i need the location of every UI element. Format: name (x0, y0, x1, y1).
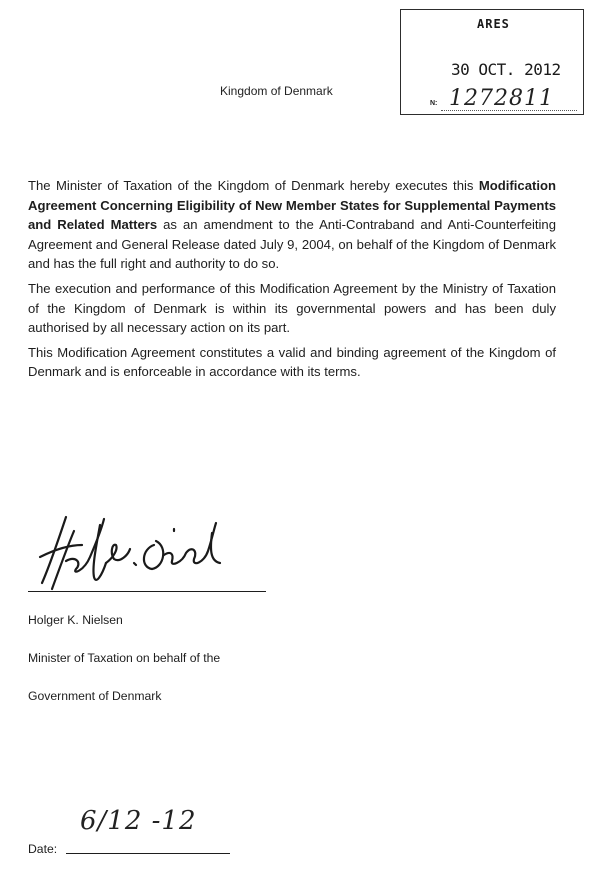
paragraph-authority: The execution and performance of this Modification Agreement by the Ministry of Taxation of the Kingdom of Denmark is within its governmental powers and has been duly authorised by all necessary action on its part. (28, 280, 556, 336)
signer-spacer-2 (28, 668, 220, 686)
stamp-date: 30 OCT. 2012 (451, 60, 561, 79)
signer-title-line2: Government of Denmark (28, 689, 162, 703)
stamp-title: ARES (477, 17, 510, 31)
document-heading: Kingdom of Denmark (220, 84, 333, 98)
date-line (66, 853, 230, 854)
signer-spacer (28, 630, 220, 648)
agreement-title: Modification Agreement Concerning Eligibility of New Member States for Supplemental Payments and Related Matters (28, 178, 556, 233)
document-body (28, 176, 556, 387)
signature-line (28, 591, 266, 592)
paragraph-execution-rest: as an amendment to the Anti-Contraband and Anti-Counterfeiting Agreement and General Release dated July 9, 2004, on behalf of the Kingdom of Denmark and has the full right and authority to do so. (28, 217, 556, 272)
handwritten-signature (36, 505, 226, 593)
stamp-number: 1272811 (449, 86, 554, 111)
ares-registration-stamp (400, 9, 584, 115)
paragraph-execution (28, 176, 556, 274)
signer-block (28, 610, 220, 706)
stamp-number-underline (441, 110, 577, 111)
paragraph-enforceability: This Modification Agreement constitutes a valid and binding agreement of the Kingdom of Denmark and is enforceable in accordance with its terms. (28, 344, 556, 380)
handwritten-date: 6/12 -12 (80, 806, 197, 836)
signer-name: Holger K. Nielsen (28, 613, 123, 627)
stamp-number-label: N: (430, 100, 438, 107)
date-label: Date: (28, 842, 58, 856)
paragraph-execution-intro: The Minister of Taxation of the Kingdom of Denmark hereby executes this (28, 178, 479, 193)
signer-title-line1: Minister of Taxation on behalf of the (28, 651, 221, 665)
